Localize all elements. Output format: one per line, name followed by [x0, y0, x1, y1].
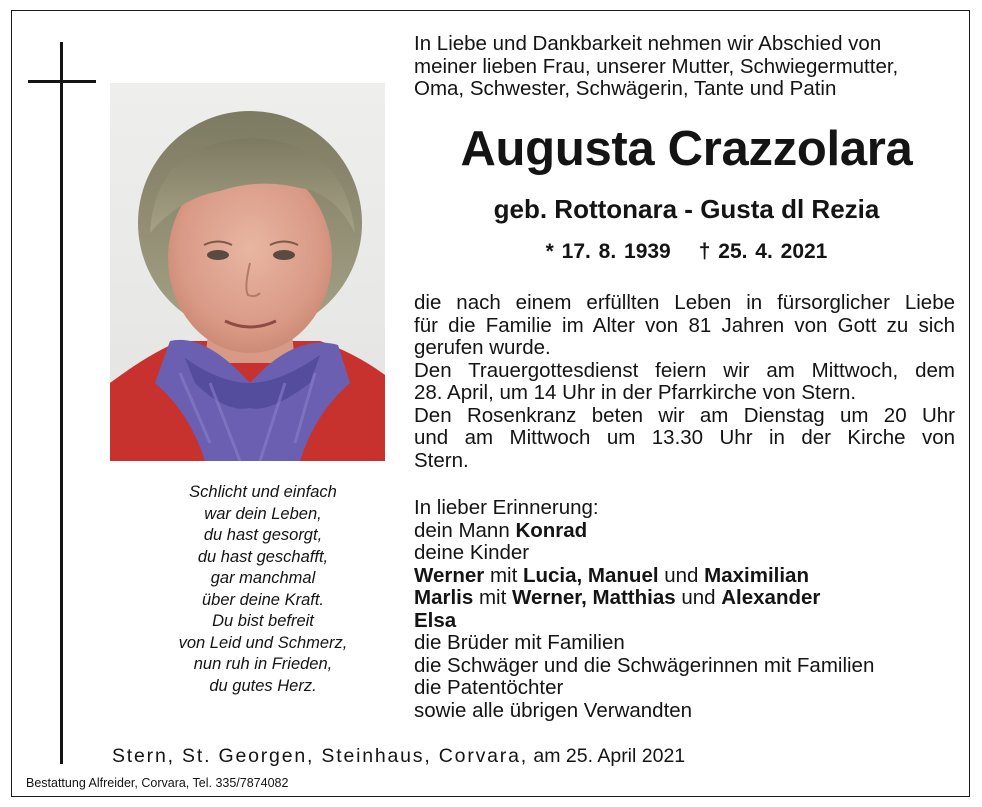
text-line: Den Rosenkranz beten wir am Dienstag um 20 Uhr	[414, 403, 955, 427]
poem-line: Du bist befreit	[212, 612, 314, 630]
announcement-date: am 25. April 2021	[527, 745, 686, 767]
maiden-name: geb. Rottonara - Gusta dl Rezia	[493, 194, 880, 224]
poem-line: du gutes Herz.	[209, 676, 317, 695]
text-line: Stern.	[414, 448, 469, 472]
deceased-name: Augusta Crazzolara	[460, 122, 913, 176]
family-names: Lucia, Manuel	[522, 563, 659, 587]
poem	[118, 482, 408, 697]
place-and-date	[112, 744, 972, 768]
relatives-line: sowie alle übrigen Verwandten	[414, 698, 693, 722]
poem-line: von Leid und Schmerz,	[178, 633, 348, 652]
announcement-text	[414, 292, 955, 472]
death-date: † 25. 4. 2021	[698, 240, 828, 263]
intro-text	[414, 33, 959, 101]
family-names: Werner, Matthias	[511, 586, 676, 609]
poem-line: über deine Kraft.	[202, 590, 324, 609]
cross-symbol-vertical	[60, 42, 63, 764]
relatives-line: die Patentöchter	[414, 676, 564, 699]
places: Stern, St. Georgen, Steinhaus, Corvara,	[112, 745, 528, 767]
cross-symbol-horizontal	[28, 80, 96, 83]
poem-line: Schlicht und einfach	[189, 483, 337, 501]
intro-line: Oma, Schwester, Schwägerin, Tante und Patin	[414, 77, 837, 100]
child-line	[414, 610, 959, 633]
child-name: Marlis	[414, 586, 474, 609]
children-label: deine Kinder	[414, 541, 530, 564]
relatives-line: die Schwäger und die Schwägerinnen mit Familien	[414, 653, 875, 677]
child-line	[414, 587, 959, 610]
husband-line	[414, 520, 959, 543]
poem-line: du hast geschafft,	[197, 547, 329, 566]
husband-name: Konrad	[515, 518, 588, 542]
text-line: für die Familie im Alter von 81 Jahren von Gott zu sich	[414, 313, 955, 337]
intro-line: meiner lieben Frau, unserer Mutter, Schwiegermutter,	[414, 54, 899, 78]
undertaker-credit: Bestattung Alfreider, Corvara, Tel. 335/7874082	[26, 776, 289, 790]
connector: und	[675, 586, 722, 609]
relatives-line: die Brüder mit Familien	[414, 631, 625, 654]
text-line: und am Mittwoch um 13.30 Uhr in der Kirche von	[414, 426, 955, 449]
child-line	[414, 565, 959, 588]
text-line: die nach einem erfüllten Leben in fürsorglicher Liebe	[414, 291, 955, 314]
text-line: Den Trauergottesdienst feiern wir am Mittwoch, dem	[414, 358, 955, 382]
birth-date: * 17. 8. 1939	[545, 240, 671, 263]
life-dates	[414, 238, 959, 266]
family-names: Alexander	[721, 586, 821, 609]
connector: mit	[473, 586, 512, 609]
connector: mit	[484, 563, 523, 587]
poem-line: war dein Leben,	[204, 504, 322, 523]
mourners-list	[414, 497, 959, 722]
family-names: Maximilian	[704, 563, 809, 587]
text-line: gerufen wurde.	[414, 336, 551, 359]
text-line: 28. April, um 14 Uhr in der Pfarrkirche von Stern.	[414, 381, 857, 404]
poem-line: du hast gesorgt,	[203, 526, 323, 544]
child-name: Werner	[414, 563, 485, 587]
portrait-photo	[110, 83, 385, 461]
poem-line: gar manchmal	[210, 569, 316, 587]
child-name: Elsa	[414, 608, 457, 632]
connector: und	[658, 563, 705, 587]
poem-line: nun ruh in Frieden,	[193, 655, 333, 673]
intro-line: In Liebe und Dankbarkeit nehmen wir Abschied von	[414, 32, 882, 55]
mourners-heading: In lieber Erinnerung:	[414, 496, 599, 519]
husband-prefix: dein Mann	[414, 518, 516, 542]
